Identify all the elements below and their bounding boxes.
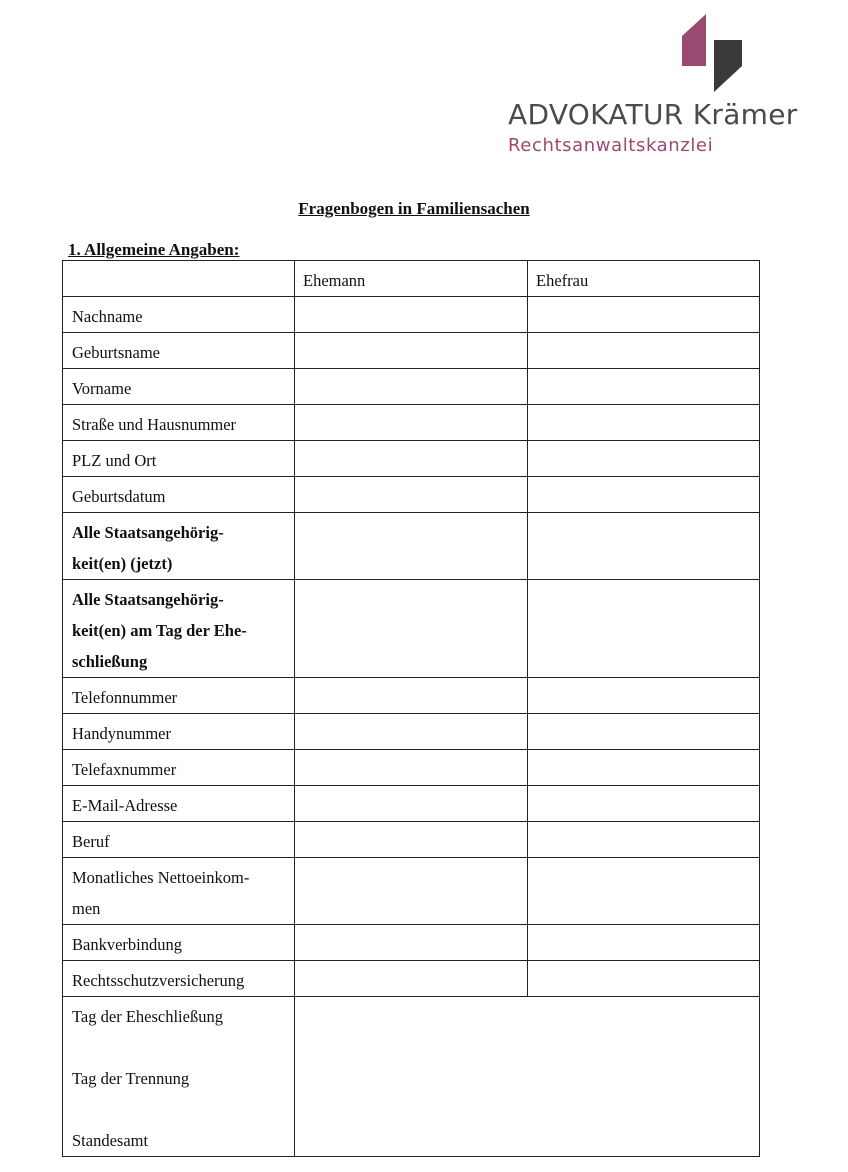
input-cell-ehefrau[interactable] (528, 750, 760, 786)
table-row (63, 678, 760, 714)
row-label-line: Geburtsname (72, 343, 160, 362)
table-row (63, 297, 760, 333)
input-cell-ehefrau[interactable] (528, 297, 760, 333)
row-label-line: E-Mail-Adresse (72, 796, 178, 815)
input-cell-ehefrau[interactable] (528, 678, 760, 714)
input-cell-ehefrau[interactable] (528, 441, 760, 477)
input-cell-marriage-details[interactable] (295, 997, 760, 1157)
section-heading: 1. Allgemeine Angaben: (68, 240, 240, 259)
input-cell-ehemann[interactable] (295, 750, 528, 786)
row-label-line: PLZ und Ort (72, 451, 157, 470)
input-cell-ehemann[interactable] (295, 405, 528, 441)
row-label-line: Tag der Eheschließung (72, 1007, 223, 1026)
row-label (63, 925, 295, 961)
table-row (63, 369, 760, 405)
table-header-row (63, 261, 760, 297)
table-row (63, 405, 760, 441)
header-cell-ehemann: Ehemann (295, 261, 528, 297)
input-cell-ehemann[interactable] (295, 369, 528, 405)
row-label (63, 333, 295, 369)
row-label-line: Telefonnummer (72, 688, 178, 707)
input-cell-ehefrau[interactable] (528, 369, 760, 405)
row-label-line: Straße und Hausnummer (72, 415, 237, 434)
input-cell-ehemann[interactable] (295, 822, 528, 858)
input-cell-ehefrau[interactable] (528, 580, 760, 678)
row-label (63, 858, 295, 925)
table-row (63, 477, 760, 513)
input-cell-ehemann[interactable] (295, 441, 528, 477)
table-row (63, 580, 760, 678)
table-row-marriage-details (63, 997, 760, 1157)
row-label (63, 961, 295, 997)
input-cell-ehemann[interactable] (295, 580, 528, 678)
input-cell-ehefrau[interactable] (528, 822, 760, 858)
row-label-line: Tag der Trennung (72, 1069, 190, 1088)
row-label-line: Standesamt (72, 1131, 149, 1150)
table-row (63, 925, 760, 961)
header-cell-ehefrau: Ehefrau (528, 261, 760, 297)
logo-subtitle: Rechtsanwaltskanzlei (508, 135, 714, 156)
row-label (63, 714, 295, 750)
input-cell-ehefrau[interactable] (528, 714, 760, 750)
input-cell-ehefrau[interactable] (528, 858, 760, 925)
row-label-line: Handynummer (72, 724, 171, 743)
input-cell-ehefrau[interactable] (528, 477, 760, 513)
input-cell-ehefrau[interactable] (528, 961, 760, 997)
row-label (63, 786, 295, 822)
input-cell-ehemann[interactable] (295, 678, 528, 714)
row-label-line: Alle Staatsangehörig- (72, 523, 224, 542)
table-row (63, 441, 760, 477)
table-row (63, 858, 760, 925)
input-cell-ehefrau[interactable] (528, 405, 760, 441)
row-label (63, 441, 295, 477)
row-label (63, 997, 295, 1157)
table-row (63, 750, 760, 786)
row-label (63, 580, 295, 678)
logo-mark-icon (682, 14, 746, 94)
row-label (63, 477, 295, 513)
input-cell-ehemann[interactable] (295, 333, 528, 369)
form-table (62, 260, 760, 1157)
input-cell-ehemann[interactable] (295, 714, 528, 750)
row-label (63, 750, 295, 786)
row-label (63, 822, 295, 858)
table-row (63, 714, 760, 750)
row-label-line: Geburtsdatum (72, 487, 166, 506)
table-row (63, 513, 760, 580)
input-cell-ehemann[interactable] (295, 513, 528, 580)
table-row (63, 786, 760, 822)
table-row (63, 333, 760, 369)
row-label-line: Rechtsschutzversicherung (72, 971, 245, 990)
row-label-line: Bankverbindung (72, 935, 182, 954)
row-label-line: Vorname (72, 379, 132, 398)
input-cell-ehefrau[interactable] (528, 513, 760, 580)
row-label-line: schließung (72, 652, 148, 671)
header-cell-empty (63, 261, 295, 297)
row-label-line: Nachname (72, 307, 143, 326)
input-cell-ehefrau[interactable] (528, 333, 760, 369)
document-title: Fragenbogen in Familiensachen (298, 199, 530, 218)
input-cell-ehefrau[interactable] (528, 786, 760, 822)
row-label-line: Telefaxnummer (72, 760, 177, 779)
row-label-line: keit(en) am Tag der Ehe- (72, 621, 247, 640)
table-row (63, 822, 760, 858)
row-label-line: Alle Staatsangehörig- (72, 590, 224, 609)
table-row (63, 961, 760, 997)
row-label (63, 513, 295, 580)
logo-name: ADVOKATUR Krämer (508, 98, 798, 131)
input-cell-ehemann[interactable] (295, 477, 528, 513)
row-label (63, 297, 295, 333)
row-label-line: Monatliches Nettoeinkom- (72, 868, 250, 887)
input-cell-ehemann[interactable] (295, 858, 528, 925)
row-label-line: men (72, 899, 101, 918)
row-label (63, 678, 295, 714)
row-label-line: keit(en) (jetzt) (72, 554, 173, 573)
input-cell-ehefrau[interactable] (528, 925, 760, 961)
row-label (63, 369, 295, 405)
row-label (63, 405, 295, 441)
input-cell-ehemann[interactable] (295, 961, 528, 997)
input-cell-ehemann[interactable] (295, 925, 528, 961)
input-cell-ehemann[interactable] (295, 297, 528, 333)
line-spacer (72, 1094, 286, 1125)
input-cell-ehemann[interactable] (295, 786, 528, 822)
row-label-line: Beruf (72, 832, 110, 851)
line-spacer (72, 1032, 286, 1063)
